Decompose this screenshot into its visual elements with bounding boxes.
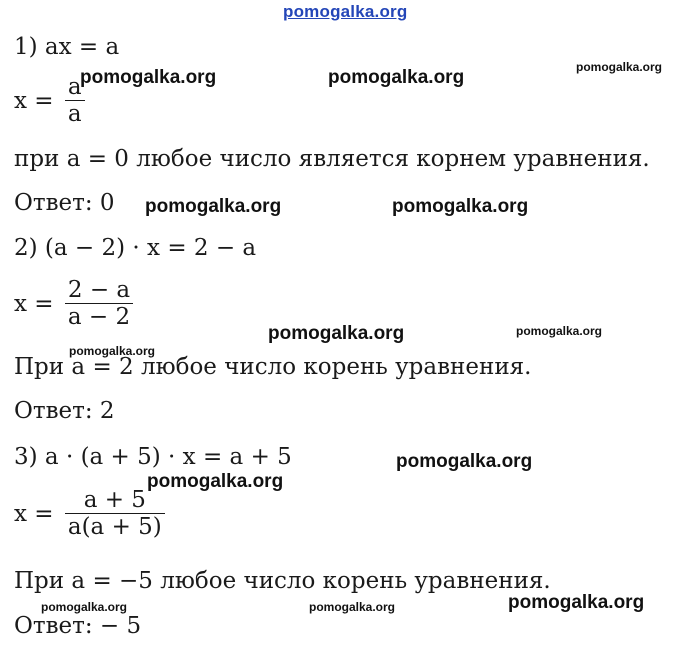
problem2-statement: При a = 2 любое число корень уравнения. [14, 354, 532, 380]
problem2-fraction-numerator: 2 − a [67, 277, 131, 303]
watermark: pomogalka.org [41, 600, 128, 614]
problem2-solution [14, 277, 133, 331]
problem1-fraction-numerator: a [67, 74, 82, 100]
problem2-fraction-denominator: a − 2 [65, 303, 133, 330]
problem2-x-label: x = [14, 290, 54, 317]
problem2-equation: 2) (a − 2) · x = 2 − a [14, 235, 257, 261]
watermark: pomogalka.org [392, 196, 529, 217]
watermark: pomogalka.org [69, 344, 156, 358]
problem1-statement: при a = 0 любое число является корнем уравнения. [14, 146, 650, 172]
watermark: pomogalka.org [576, 60, 663, 74]
watermark: pomogalka.org [309, 600, 396, 614]
problem2-fraction [65, 277, 133, 331]
problem3-x-label: x = [14, 500, 54, 527]
watermark: pomogalka.org [508, 592, 645, 613]
problem2-answer: Ответ: 2 [14, 398, 115, 424]
watermark: pomogalka.org [80, 67, 217, 88]
problem1-fraction-denominator: a [65, 100, 85, 127]
problem1-x-label: x = [14, 87, 54, 114]
header-watermark-link[interactable]: pomogalka.org [283, 2, 408, 21]
problem3-statement: При a = −5 любое число корень уравнения. [14, 568, 551, 594]
problem3-answer: Ответ: − 5 [14, 613, 142, 639]
watermark: pomogalka.org [516, 324, 603, 338]
problem1-solution [14, 74, 85, 128]
watermark: pomogalka.org [147, 471, 284, 492]
watermark: pomogalka.org [145, 196, 282, 217]
watermark: pomogalka.org [396, 451, 533, 472]
problem3-fraction [65, 487, 165, 541]
problem3-fraction-denominator: a(a + 5) [65, 513, 165, 540]
problem1-equation: 1) ax = a [14, 34, 120, 60]
watermark: pomogalka.org [328, 67, 465, 88]
problem1-answer: Ответ: 0 [14, 190, 115, 216]
problem3-solution [14, 487, 165, 541]
problem3-equation: 3) a · (a + 5) · x = a + 5 [14, 444, 292, 470]
watermark: pomogalka.org [268, 323, 405, 344]
problem3-fraction-numerator: a + 5 [83, 487, 146, 513]
